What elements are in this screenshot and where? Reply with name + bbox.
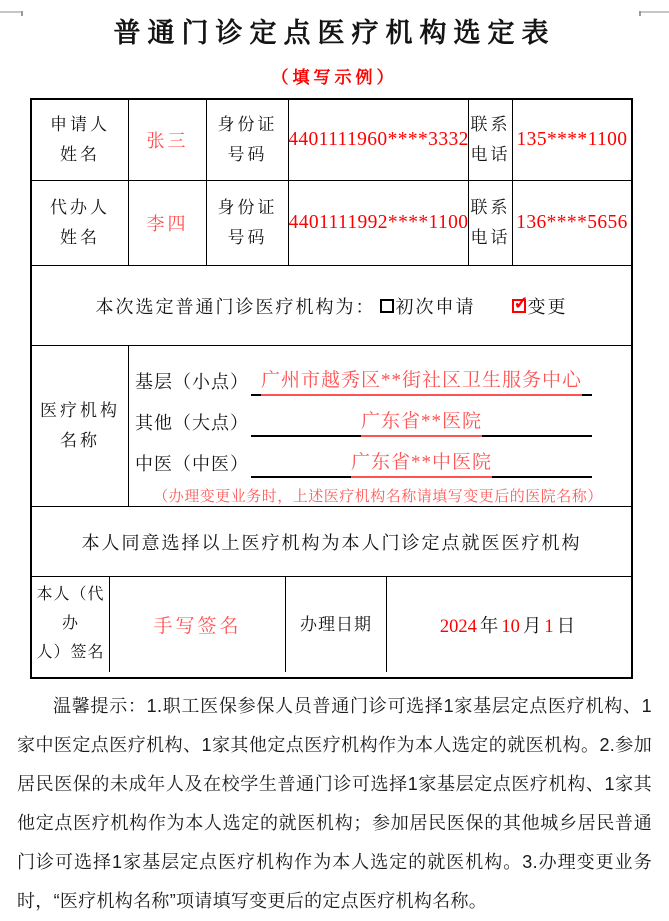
- selection-type-cell: [32, 266, 631, 345]
- change-label: 变更: [527, 296, 568, 317]
- date-day-unit: 日: [556, 616, 576, 637]
- screenshot-artifact-left: [0, 11, 22, 13]
- table-row-institutions: [32, 345, 631, 506]
- agent-id-label: 身份证 号码: [206, 181, 288, 265]
- applicant-phone-value: 135****1100: [512, 100, 631, 180]
- date-value: [386, 577, 631, 672]
- table-row-agent: [32, 180, 631, 265]
- applicant-name-label: 申请人 姓名: [50, 115, 110, 164]
- applicant-id-value: 4401111960****3332: [288, 100, 468, 180]
- screenshot-artifact-right: [640, 11, 669, 13]
- institutions-content: [128, 346, 631, 506]
- agent-phone-label: 联系 电话: [468, 181, 512, 265]
- applicant-id-label: 身份证 号码: [206, 100, 288, 180]
- applicant-phone-label: 联系 电话: [468, 100, 512, 180]
- institutions-note: （办理变更业务时，上述医疗机构名称请填写变更后的医院名称）: [153, 489, 603, 505]
- screenshot-artifact-right-tick: [639, 11, 641, 16]
- date-month: 10: [501, 616, 520, 637]
- table-row-selection-type: [32, 265, 631, 345]
- date-year: 2024: [439, 616, 477, 637]
- change-checkbox[interactable]: [512, 299, 526, 313]
- signature-label: 本人（代办 人）签名: [36, 586, 105, 661]
- selection-form-table: [30, 98, 633, 679]
- date-day: 1: [544, 616, 554, 637]
- field-other-institution: 其他（大点） 广东省**医院: [135, 396, 621, 437]
- agent-name-label: 代办人 姓名: [50, 198, 110, 247]
- page-title: 普通门诊定点医疗机构选定表: [113, 18, 556, 48]
- table-row-applicant: [32, 100, 631, 180]
- selection-prefix: 本次选定普通门诊医疗机构为：: [95, 296, 376, 317]
- agent-phone-value: 136****5656: [512, 181, 631, 265]
- tcm-institution-blank: 广东省**中医院: [251, 446, 592, 478]
- primary-institution-blank: 广州市越秀区**街社区卫生服务中心: [251, 364, 592, 396]
- applicant-name-value: 张三: [128, 100, 206, 180]
- initial-application-label: 初次申请: [395, 296, 476, 317]
- date-label: 办理日期: [285, 577, 386, 672]
- agent-name-value: 李四: [128, 181, 206, 265]
- field-primary-institution: 基层（小点） 广州市越秀区**街社区卫生服务中心: [135, 355, 621, 396]
- agreement-cell: 本人同意选择以上医疗机构为本人门诊定点就医医疗机构: [81, 532, 582, 553]
- page-subtitle: （填写示例）: [271, 68, 398, 87]
- signature-value: 手写签名: [109, 577, 285, 672]
- initial-application-checkbox[interactable]: [380, 299, 394, 313]
- table-row-agreement: [32, 506, 631, 576]
- other-institution-blank: 广东省**医院: [251, 405, 592, 437]
- date-month-unit: 月: [522, 616, 542, 637]
- institutions-label: 医疗机构 名称: [40, 401, 120, 450]
- date-year-unit: 年: [479, 616, 499, 637]
- table-row-signature: [32, 576, 631, 672]
- notice-paragraph: 温馨提示：1.职工医保参保人员普通门诊可选择1家基层定点医疗机构、1家中医定点医疗机构、1家其他定点医疗机构作为本人选定的就医机构。2.参加居民医保的未成年人及在校学生普通门诊可选择1家基层定点医疗机构、1家其他定点医疗机构作为本人选定的就医机构；参加居民医保的其他城乡居民普通门诊可选择1家基层定点医疗机构作为本人选定的就医机构。3.办理变更业务时，“医疗机构名称”项请填写变更后的定点医疗机构名称。: [17, 696, 652, 911]
- screenshot-artifact-left-tick: [21, 11, 23, 16]
- agent-id-value: 4401111992****1100: [288, 181, 468, 265]
- field-tcm-institution: 中医（中医） 广东省**中医院: [135, 437, 621, 478]
